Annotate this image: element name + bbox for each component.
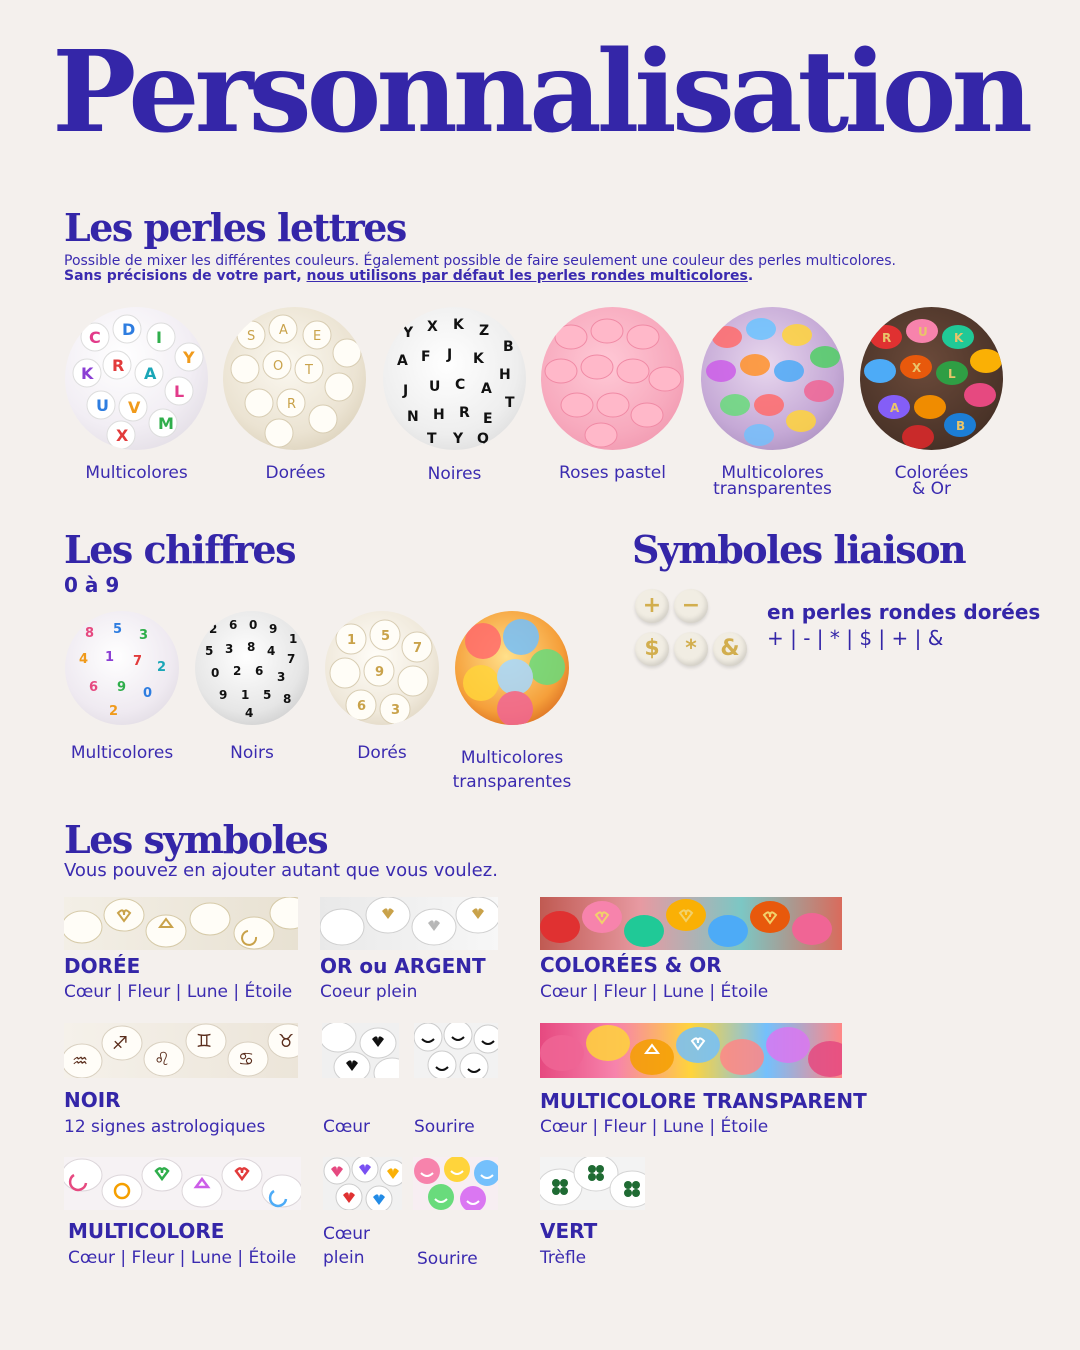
letters-label-4 bbox=[526, 465, 699, 481]
svg-text:A: A bbox=[279, 323, 288, 338]
letters-default-note bbox=[64, 268, 753, 284]
svg-text:4: 4 bbox=[245, 706, 254, 720]
svg-text:7: 7 bbox=[133, 654, 143, 669]
svg-text:K: K bbox=[81, 364, 94, 383]
svg-text:B: B bbox=[956, 419, 966, 433]
numbers-label-2-text: Noirs bbox=[230, 743, 274, 763]
black-heart-photo bbox=[322, 1023, 399, 1078]
svg-text:6: 6 bbox=[89, 680, 99, 695]
svg-text:O: O bbox=[273, 359, 284, 374]
black-letters-photo bbox=[383, 307, 526, 450]
svg-text:9: 9 bbox=[117, 680, 127, 695]
svg-text:1: 1 bbox=[105, 650, 115, 665]
svg-text:D: D bbox=[122, 320, 136, 339]
svg-text:J: J bbox=[447, 347, 453, 363]
symbols-note: Vous pouvez en ajouter autant que vous voulez. bbox=[64, 860, 498, 881]
colored-gold-symbols-photo bbox=[540, 897, 842, 950]
svg-text:A: A bbox=[144, 364, 157, 383]
multicolor-smile-photo bbox=[413, 1157, 498, 1210]
gold-symbols-beads bbox=[64, 897, 298, 950]
svg-text:2: 2 bbox=[109, 704, 119, 719]
black-numbers-beads bbox=[195, 611, 309, 725]
minus-bead-icon: − bbox=[674, 589, 708, 623]
letters-label-1-text: Multicolores bbox=[85, 463, 188, 483]
svg-text:3: 3 bbox=[277, 670, 286, 684]
multicolor-symbols-beads bbox=[64, 1157, 301, 1210]
green-clover-photo bbox=[540, 1157, 645, 1210]
svg-text:4: 4 bbox=[79, 652, 89, 667]
black-letters-beads bbox=[383, 307, 526, 450]
svg-text:6: 6 bbox=[357, 699, 367, 714]
svg-text:H: H bbox=[433, 407, 445, 423]
svg-text:Y: Y bbox=[453, 431, 464, 447]
vert-desc: Trèfle bbox=[540, 1248, 587, 1268]
letters-default-suffix: . bbox=[747, 268, 754, 284]
numbers-heading: Les chiffres bbox=[64, 527, 296, 572]
svg-text:5: 5 bbox=[263, 688, 272, 702]
multi-transp-desc: Cœur | Fleur | Lune | Étoile bbox=[540, 1117, 769, 1137]
multicolor-numbers-photo bbox=[65, 611, 179, 725]
transparent-letters-beads bbox=[701, 307, 844, 450]
svg-text:♋: ♋ bbox=[238, 1049, 255, 1070]
numbers-label-1 bbox=[50, 745, 194, 761]
letters-label-3-text: Noires bbox=[427, 464, 482, 484]
svg-text:7: 7 bbox=[413, 641, 423, 656]
numbers-label-4 bbox=[440, 746, 584, 794]
svg-text:R: R bbox=[112, 356, 125, 375]
svg-text:8: 8 bbox=[85, 626, 95, 641]
colorees-desc: Cœur | Fleur | Lune | Étoile bbox=[540, 982, 769, 1002]
colorees-title: COLORÉES & OR bbox=[540, 953, 722, 977]
svg-text:L: L bbox=[948, 367, 956, 381]
letters-heading: Les perles lettres bbox=[64, 205, 406, 250]
svg-text:R: R bbox=[459, 405, 470, 421]
black-heart-beads bbox=[322, 1023, 399, 1078]
gold-numbers-beads bbox=[325, 611, 439, 725]
svg-text:Y: Y bbox=[403, 325, 414, 341]
svg-text:X: X bbox=[912, 361, 922, 375]
or-argent-title: OR ou ARGENT bbox=[320, 954, 486, 978]
svg-text:C: C bbox=[455, 377, 466, 393]
numbers-range: 0 à 9 bbox=[64, 573, 120, 597]
multicolor-letters-photo bbox=[65, 307, 208, 450]
letters-label-6-line1: Colorées bbox=[894, 463, 969, 483]
transparent-symbols-photo bbox=[540, 1023, 842, 1078]
letters-default-link[interactable]: nous utilisons par défaut les perles rondes multicolores bbox=[306, 268, 748, 284]
svg-text:0: 0 bbox=[249, 618, 258, 632]
doree-title: DORÉE bbox=[64, 954, 141, 978]
green-clover-beads bbox=[540, 1157, 645, 1210]
letters-label-5 bbox=[686, 465, 859, 497]
svg-text:K: K bbox=[453, 317, 464, 333]
colored-gold-symbols-beads bbox=[540, 897, 842, 950]
svg-text:0: 0 bbox=[211, 666, 220, 680]
noir-desc: 12 signes astrologiques bbox=[64, 1117, 266, 1137]
svg-text:♊: ♊ bbox=[196, 1031, 213, 1052]
letters-note: Possible de mixer les différentes couleurs. Également possible de faire seulement une couleur des perles multicolores. bbox=[64, 253, 896, 269]
svg-text:1: 1 bbox=[347, 633, 357, 648]
svg-text:T: T bbox=[505, 395, 515, 411]
gold-silver-heart-beads bbox=[320, 897, 498, 950]
transparent-symbols-beads bbox=[540, 1023, 842, 1078]
svg-text:R: R bbox=[882, 331, 892, 345]
multicolore-desc: Cœur | Fleur | Lune | Étoile bbox=[68, 1248, 297, 1268]
black-numbers-photo bbox=[195, 611, 309, 725]
letters-label-1 bbox=[50, 465, 223, 481]
transparent-letters-photo bbox=[701, 307, 844, 450]
svg-text:K: K bbox=[954, 331, 964, 345]
astrology-beads bbox=[64, 1023, 298, 1078]
svg-text:F: F bbox=[421, 349, 431, 365]
svg-text:2: 2 bbox=[209, 622, 218, 636]
pastel-pink-letters-photo bbox=[541, 307, 684, 450]
gold-silver-heart-photo bbox=[320, 897, 498, 950]
svg-text:K: K bbox=[473, 351, 484, 367]
svg-text:N: N bbox=[407, 409, 419, 425]
svg-text:♌: ♌ bbox=[154, 1049, 171, 1070]
multi-smile-label: Sourire bbox=[417, 1249, 478, 1269]
svg-text:9: 9 bbox=[375, 665, 385, 680]
svg-text:♉: ♉ bbox=[278, 1031, 295, 1052]
multi-heart-label-line2: plein bbox=[323, 1248, 365, 1268]
colored-gold-letters-beads bbox=[860, 307, 1003, 450]
svg-text:1: 1 bbox=[289, 632, 298, 646]
gold-symbols-photo bbox=[64, 897, 298, 950]
multicolor-full-heart-beads bbox=[323, 1157, 402, 1210]
gold-letters-photo bbox=[223, 307, 366, 450]
svg-text:6: 6 bbox=[229, 618, 238, 632]
dollar-bead-icon: $ bbox=[635, 632, 669, 666]
svg-text:5: 5 bbox=[113, 622, 123, 637]
letters-label-5-line1: Multicolores bbox=[721, 463, 824, 483]
multicolor-smile-beads bbox=[413, 1157, 498, 1210]
star-bead-icon: * bbox=[674, 632, 708, 666]
svg-text:3: 3 bbox=[139, 628, 149, 643]
liaison-description: en perles rondes dorées bbox=[767, 600, 1041, 624]
numbers-label-3 bbox=[310, 745, 454, 761]
letters-label-2-text: Dorées bbox=[265, 463, 326, 483]
letters-label-5-line2: transparentes bbox=[713, 479, 832, 499]
multicolor-full-heart-photo bbox=[323, 1157, 402, 1210]
multicolor-letters-beads bbox=[65, 307, 208, 450]
svg-text:B: B bbox=[503, 339, 514, 355]
svg-text:A: A bbox=[481, 381, 492, 397]
numbers-label-4-line1: Multicolores bbox=[460, 748, 564, 768]
svg-text:T: T bbox=[305, 363, 313, 378]
svg-text:0: 0 bbox=[143, 686, 153, 701]
symbols-heading: Les symboles bbox=[64, 817, 328, 862]
noir-smile-label: Sourire bbox=[414, 1117, 475, 1137]
gold-numbers-photo bbox=[325, 611, 439, 725]
astrology-symbols-photo bbox=[64, 1023, 298, 1078]
multi-heart-label-line1: Cœur bbox=[323, 1224, 371, 1244]
svg-text:Z: Z bbox=[479, 323, 490, 339]
svg-text:4: 4 bbox=[267, 644, 276, 658]
letters-label-6-line2: & Or bbox=[911, 479, 952, 499]
svg-text:1: 1 bbox=[241, 688, 250, 702]
svg-text:M: M bbox=[158, 414, 174, 433]
noir-title: NOIR bbox=[64, 1088, 121, 1112]
svg-text:6: 6 bbox=[255, 664, 264, 678]
svg-text:♐: ♐ bbox=[112, 1033, 129, 1054]
noir-heart-label: Cœur bbox=[323, 1117, 371, 1137]
svg-text:7: 7 bbox=[287, 652, 296, 666]
svg-text:S: S bbox=[247, 329, 256, 344]
multicolor-numbers-beads bbox=[65, 611, 179, 725]
svg-text:U: U bbox=[918, 325, 928, 339]
svg-text:A: A bbox=[890, 401, 900, 415]
svg-text:T: T bbox=[427, 431, 437, 447]
multicolore-title: MULTICOLORE bbox=[68, 1219, 225, 1243]
page-title: Personnalisation bbox=[52, 27, 1028, 158]
liaison-symbols: + | - | * | $ | + | & bbox=[767, 626, 944, 650]
svg-text:X: X bbox=[427, 319, 438, 335]
svg-text:L: L bbox=[174, 382, 185, 401]
svg-text:X: X bbox=[116, 426, 129, 445]
multicolor-symbols-photo bbox=[64, 1157, 301, 1210]
black-smile-beads bbox=[414, 1023, 498, 1078]
pink-letters-beads bbox=[541, 307, 684, 450]
letters-label-6 bbox=[845, 465, 1018, 497]
svg-text:H: H bbox=[499, 367, 511, 383]
plus-bead-icon: + bbox=[635, 589, 669, 623]
svg-text:J: J bbox=[403, 383, 409, 399]
letters-label-4-text: Roses pastel bbox=[559, 463, 666, 483]
svg-text:9: 9 bbox=[219, 688, 228, 702]
svg-text:U: U bbox=[96, 396, 109, 415]
black-smile-photo bbox=[414, 1023, 498, 1078]
svg-text:R: R bbox=[287, 397, 297, 412]
transparent-numbers-beads bbox=[455, 611, 569, 725]
multi-transp-title: MULTICOLORE TRANSPARENT bbox=[540, 1089, 867, 1113]
svg-text:2: 2 bbox=[233, 664, 242, 678]
letters-label-2 bbox=[209, 465, 382, 481]
svg-text:5: 5 bbox=[381, 629, 391, 644]
svg-text:8: 8 bbox=[283, 692, 292, 706]
svg-text:♒: ♒ bbox=[72, 1051, 89, 1072]
svg-text:C: C bbox=[89, 328, 101, 347]
numbers-label-3-text: Dorés bbox=[357, 743, 407, 763]
gold-letters-beads bbox=[223, 307, 366, 450]
or-argent-desc: Coeur plein bbox=[320, 982, 418, 1002]
transparent-numbers-photo bbox=[455, 611, 569, 725]
svg-text:9: 9 bbox=[269, 622, 278, 636]
colored-gold-letters-photo bbox=[860, 307, 1003, 450]
numbers-label-2 bbox=[180, 745, 324, 761]
svg-text:Y: Y bbox=[183, 348, 195, 367]
letters-label-3 bbox=[368, 466, 541, 482]
svg-text:V: V bbox=[128, 398, 141, 417]
letters-default-prefix: Sans précisions de votre part, bbox=[64, 268, 307, 284]
svg-text:3: 3 bbox=[391, 703, 401, 718]
vert-title: VERT bbox=[540, 1219, 598, 1243]
svg-text:5: 5 bbox=[205, 644, 214, 658]
svg-text:2: 2 bbox=[157, 660, 167, 675]
numbers-label-1-text: Multicolores bbox=[70, 743, 174, 763]
svg-text:E: E bbox=[483, 411, 493, 427]
liaison-heading: Symboles liaison bbox=[632, 527, 966, 572]
numbers-label-4-line2: transparentes bbox=[452, 772, 572, 792]
svg-text:I: I bbox=[156, 328, 162, 347]
svg-text:U: U bbox=[429, 379, 441, 395]
svg-text:3: 3 bbox=[225, 642, 234, 656]
svg-text:A: A bbox=[397, 353, 408, 369]
ampersand-bead-icon: & bbox=[713, 632, 747, 666]
svg-text:Q: Q bbox=[477, 431, 489, 447]
doree-desc: Cœur | Fleur | Lune | Étoile bbox=[64, 982, 293, 1002]
svg-text:8: 8 bbox=[247, 640, 256, 654]
svg-text:E: E bbox=[313, 329, 322, 344]
